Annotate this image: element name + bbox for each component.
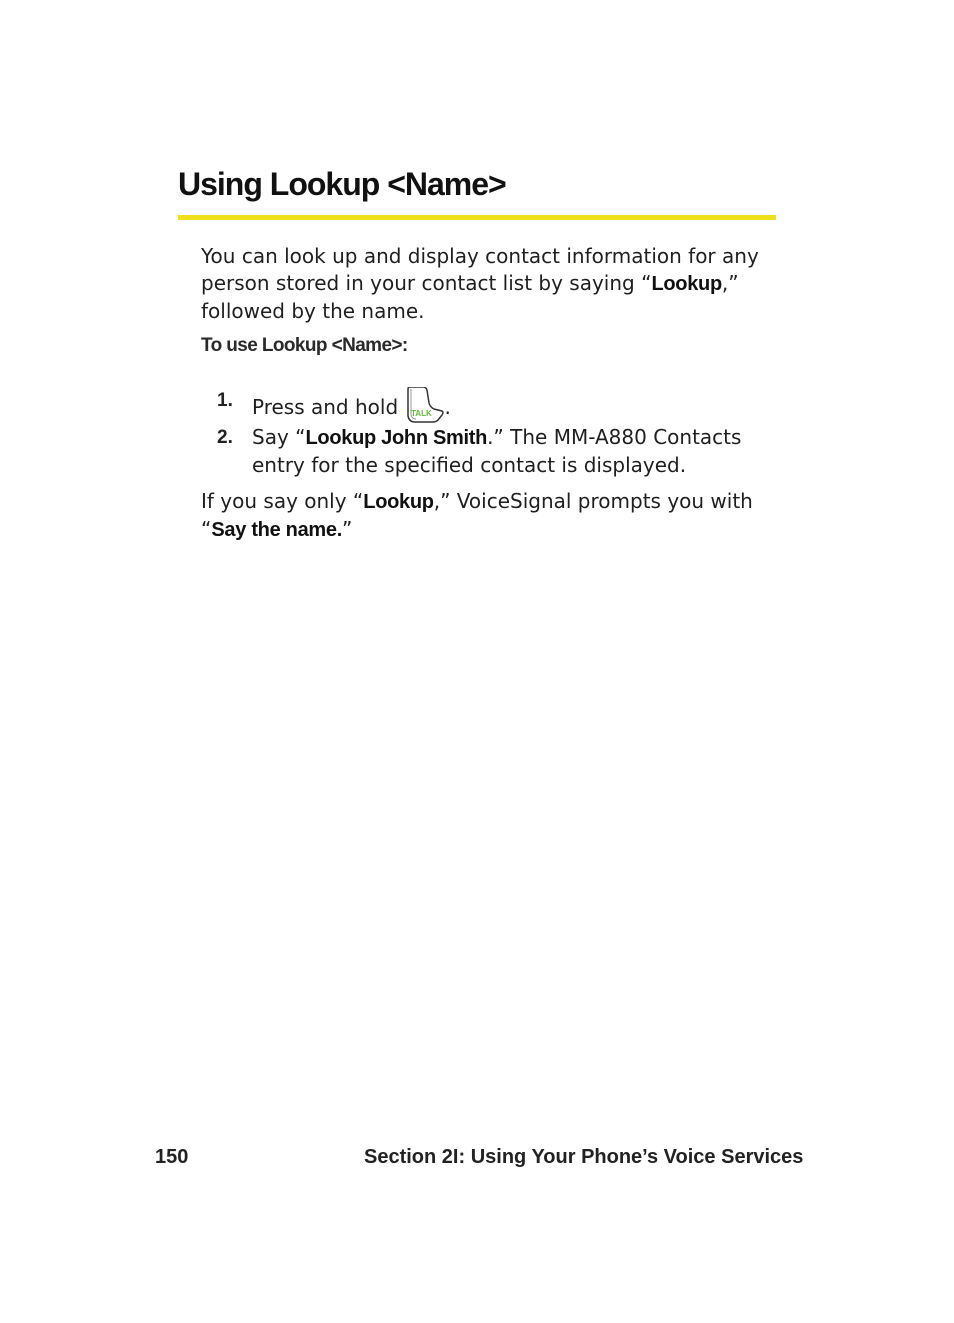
- page-title: Using Lookup <Name>: [178, 166, 506, 202]
- intro-text-end: ,” followed by the name.: [201, 271, 739, 323]
- step-2-keyword: Lookup John Smith: [305, 427, 488, 449]
- page-number: 150: [155, 1146, 189, 1168]
- step-2-text-end: .” The MM-A880 Contacts entry for the specified contact is displayed.: [252, 425, 742, 477]
- outro-keyword: Lookup: [363, 491, 434, 513]
- section-title: Section 2I: Using Your Phone’s Voice Services: [364, 1146, 804, 1168]
- talk-key-label: TALK: [410, 409, 432, 418]
- title-underline: [178, 215, 776, 220]
- intro-paragraph: [201, 243, 776, 325]
- step-1-text: Press and hold: [252, 395, 405, 419]
- step-text: [252, 387, 772, 423]
- outro-text: If you say only “: [201, 489, 364, 513]
- outro-text-end: ”: [341, 517, 353, 541]
- outro-text-middle: ,” VoiceSignal prompts you with “: [201, 489, 753, 541]
- step-2-text: Say “: [252, 425, 306, 449]
- intro-keyword: Lookup: [651, 273, 722, 295]
- step-text: [252, 424, 772, 479]
- step-1-text-end: .: [444, 395, 451, 419]
- step-number: 1.: [217, 390, 233, 411]
- outro-paragraph: [201, 488, 776, 544]
- outro-prompt: Say the name.: [211, 519, 342, 541]
- step-number: 2.: [217, 427, 233, 448]
- talk-key-icon: [405, 387, 445, 423]
- procedure-heading: To use Lookup <Name>:: [201, 335, 408, 356]
- intro-text: You can look up and display contact information for any person stored in your contact list by saying “: [201, 244, 759, 295]
